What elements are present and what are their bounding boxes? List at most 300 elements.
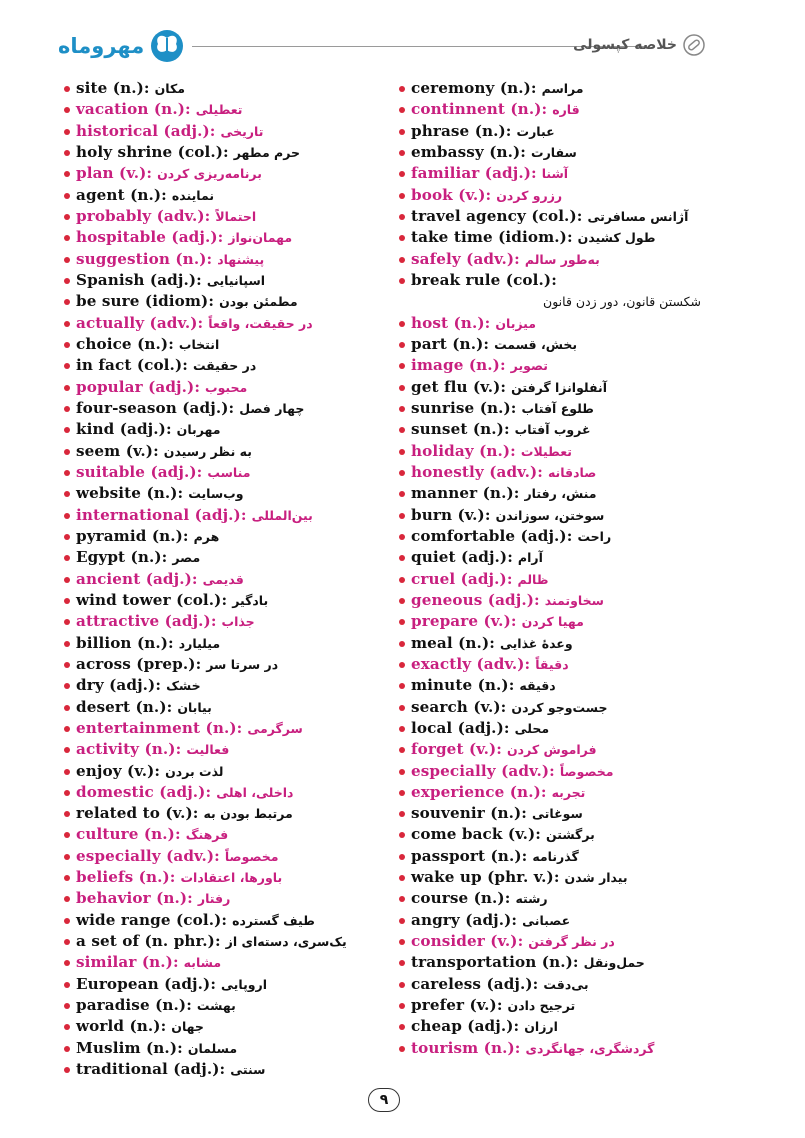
vocab-term: local (adj.): xyxy=(411,718,510,737)
vocab-line xyxy=(76,441,252,462)
vocab-entry xyxy=(399,718,729,739)
vocab-entry xyxy=(64,313,394,334)
vocab-line xyxy=(76,1059,265,1080)
vocab-term: cheap (adj.): xyxy=(411,1017,520,1036)
vocab-entry xyxy=(64,121,394,142)
vocab-term: international (adj.): xyxy=(76,505,247,524)
brand-name: مهروماه xyxy=(58,34,145,58)
vocab-line xyxy=(411,633,573,654)
vocab-line xyxy=(76,931,347,952)
vocab-line xyxy=(76,633,220,654)
vocab-translation: انتخاب xyxy=(178,336,220,352)
vocab-translation: مهیا کردن xyxy=(521,614,584,630)
bullet-icon xyxy=(64,619,70,625)
vocab-entry xyxy=(399,547,729,568)
bullet-icon xyxy=(399,278,405,284)
vocab-entry xyxy=(399,163,729,184)
vocab-entry xyxy=(64,99,394,120)
bullet-icon xyxy=(399,769,405,775)
vocab-term: angry (adj.): xyxy=(411,910,518,929)
vocab-line xyxy=(411,78,584,99)
vocab-term: especially (adv.): xyxy=(76,846,220,865)
vocab-line xyxy=(76,675,201,696)
vocab-term: passport (n.): xyxy=(411,846,528,865)
vocab-translation: فراموش کردن xyxy=(507,742,597,758)
bullet-icon xyxy=(399,1003,405,1009)
vocab-term: search (v.): xyxy=(411,697,507,716)
bullet-icon xyxy=(399,598,405,604)
bullet-icon xyxy=(64,641,70,647)
vocab-entry xyxy=(399,398,729,419)
vocab-line xyxy=(411,761,614,782)
vocab-term: wind tower (col.): xyxy=(76,590,228,609)
vocab-line xyxy=(411,654,569,675)
vocab-term: plan (v.): xyxy=(76,164,153,183)
vocab-term: careless (adj.): xyxy=(411,974,539,993)
vocab-term: sunset (n.): xyxy=(411,420,510,439)
vocab-term: burn (v.): xyxy=(411,505,491,524)
vocab-term: experience (n.): xyxy=(411,782,547,801)
vocab-term: seem (v.): xyxy=(76,441,159,460)
vocab-line xyxy=(76,99,243,120)
vocab-translation: در حقیقت xyxy=(192,358,257,374)
vocab-line xyxy=(411,419,591,440)
bullet-icon xyxy=(399,726,405,732)
vocab-line xyxy=(411,739,597,760)
bullet-icon xyxy=(399,107,405,113)
vocab-entry xyxy=(64,697,394,718)
vocab-line xyxy=(411,505,604,526)
vocab-term: European (adj.): xyxy=(76,974,217,993)
vocab-line xyxy=(76,163,262,184)
vocab-translation: سفارت xyxy=(531,144,577,160)
vocab-term: minute (n.): xyxy=(411,676,515,695)
vocab-entry xyxy=(399,419,729,440)
vocab-line xyxy=(76,121,263,142)
vocab-translation: بین‌المللی xyxy=(251,507,313,523)
vocab-line xyxy=(76,952,221,973)
vocab-entry xyxy=(64,462,394,483)
vocab-term: Muslim (n.): xyxy=(76,1038,183,1057)
vocab-entry xyxy=(64,505,394,526)
bullet-icon xyxy=(399,129,405,135)
vocab-entry xyxy=(399,355,729,376)
vocab-translation: به‌طور سالم xyxy=(524,251,600,267)
vocab-translation: جهان xyxy=(171,1019,204,1035)
vocab-translation: طلوع آفتاب xyxy=(521,400,594,416)
vocab-line xyxy=(411,718,549,739)
page-number: ۹ xyxy=(368,1088,400,1112)
vocab-entry xyxy=(399,675,729,696)
vocab-entry xyxy=(399,633,729,654)
vocab-line xyxy=(411,697,607,718)
vocab-line xyxy=(411,547,543,568)
vocab-line xyxy=(411,611,584,632)
bullet-icon xyxy=(399,619,405,625)
vocab-term: behavior (n.): xyxy=(76,889,193,908)
vocab-term: course (n.): xyxy=(411,889,511,908)
vocab-entry xyxy=(64,569,394,590)
vocab-entry xyxy=(64,483,394,504)
vocab-entry xyxy=(64,419,394,440)
vocab-translation: رشته xyxy=(515,891,548,907)
bullet-icon xyxy=(64,427,70,433)
bullet-icon xyxy=(399,683,405,689)
vocab-line xyxy=(76,867,282,888)
vocab-line xyxy=(411,569,549,590)
vocab-translation: مشابه xyxy=(183,955,222,971)
vocab-term: forget (v.): xyxy=(411,740,503,759)
vocab-term: agent (n.): xyxy=(76,185,167,204)
vocab-term: holiday (n.): xyxy=(411,441,516,460)
vocab-line xyxy=(76,611,255,632)
vocab-entry xyxy=(64,441,394,462)
vocab-term: hospitable (adj.): xyxy=(76,228,224,247)
vocab-term: choice (n.): xyxy=(76,334,174,353)
vocab-translation: قدیمی xyxy=(202,571,244,587)
bullet-icon xyxy=(64,896,70,902)
bullet-icon xyxy=(64,299,70,305)
vocab-translation: عصبانی xyxy=(522,912,571,928)
vocab-term: Spanish (adj.): xyxy=(76,270,202,289)
vocab-term: meal (n.): xyxy=(411,633,495,652)
vocab-line xyxy=(76,313,313,334)
vocab-translation: میزبان xyxy=(495,315,537,331)
vocab-entry xyxy=(64,398,394,419)
vocab-line xyxy=(411,142,577,163)
vocab-line xyxy=(76,270,265,291)
vocab-line xyxy=(411,974,589,995)
vocab-term: familiar (adj.): xyxy=(411,164,537,183)
vocab-translation: صادقانه xyxy=(547,464,597,480)
vocab-term: safely (adv.): xyxy=(411,249,520,268)
vocab-line xyxy=(411,377,607,398)
bullet-icon xyxy=(399,150,405,156)
vocab-term: pyramid (n.): xyxy=(76,526,189,545)
vocab-line xyxy=(76,547,200,568)
vocab-translation: باورها، اعتقادات xyxy=(180,870,283,886)
vocab-line xyxy=(76,974,267,995)
vocab-term: website (n.): xyxy=(76,484,184,503)
vocab-term: probably (adv.): xyxy=(76,206,211,225)
bullet-icon xyxy=(399,896,405,902)
vocab-entry xyxy=(64,995,394,1016)
bullet-icon xyxy=(64,1024,70,1030)
bullet-icon xyxy=(64,385,70,391)
vocab-term: prepare (v.): xyxy=(411,612,517,631)
vocab-translation: مسلمان xyxy=(187,1040,238,1056)
vocab-term: tourism (n.): xyxy=(411,1038,521,1057)
vocab-entry xyxy=(64,547,394,568)
vocab-entry xyxy=(399,803,729,824)
vocab-term: vacation (n.): xyxy=(76,100,191,119)
vocab-entry xyxy=(399,931,729,952)
vocab-translation: مخصوصاً xyxy=(559,763,614,779)
bullet-icon xyxy=(64,107,70,113)
vocab-translation: تاریخی xyxy=(220,123,264,139)
vocab-entry xyxy=(64,142,394,163)
bullet-icon xyxy=(64,726,70,732)
vocab-translation: گذرنامه xyxy=(532,848,579,864)
bullet-icon xyxy=(399,555,405,561)
vocab-entry xyxy=(399,206,729,227)
vocab-entry xyxy=(64,291,394,312)
vocab-translation: مراسم xyxy=(541,81,584,96)
vocab-translation: تصویر xyxy=(510,358,548,374)
bullet-icon xyxy=(399,171,405,177)
vocab-entry xyxy=(399,782,729,803)
vocab-entry xyxy=(399,824,729,845)
bullet-icon xyxy=(64,513,70,519)
bullet-icon xyxy=(64,1046,70,1052)
vocab-line xyxy=(411,867,628,888)
vocab-translation: مناسب xyxy=(207,464,251,480)
vocab-translation: بیدار شدن xyxy=(564,870,628,886)
vocab-translation: بی‌دقت xyxy=(543,976,589,992)
vocab-translation: خشک xyxy=(166,678,201,694)
vocab-translation: سنتی xyxy=(230,1062,266,1078)
bullet-icon xyxy=(64,705,70,711)
vocab-translation: یک‌سری، دسته‌ای از xyxy=(225,934,347,950)
bullet-icon xyxy=(399,321,405,327)
vocab-entry xyxy=(399,654,729,675)
vocab-term: dry (adj.): xyxy=(76,676,162,695)
vocab-line xyxy=(76,1016,204,1037)
vocab-translation: داخلی، اهلی xyxy=(216,784,294,800)
vocab-term: comfortable (adj.): xyxy=(411,526,573,545)
vocab-translation: مصر xyxy=(172,550,201,566)
vocab-entry xyxy=(399,888,729,909)
vocab-line xyxy=(76,483,244,504)
bullet-icon xyxy=(399,577,405,583)
bullet-icon xyxy=(64,1003,70,1009)
vocab-translation: بهشت xyxy=(196,998,236,1014)
vocab-entry xyxy=(64,249,394,270)
vocab-translation: در حقیقت، واقعاً xyxy=(208,315,313,331)
vocab-entry xyxy=(64,952,394,973)
vocab-line xyxy=(76,803,293,824)
vocab-line xyxy=(76,142,300,163)
vocab-translation: شکستن قانون، دور زدن قانون xyxy=(543,294,701,310)
vocab-line xyxy=(411,99,580,120)
butterfly-icon xyxy=(150,29,184,63)
vocab-line xyxy=(76,654,278,675)
vocab-translation: جذاب xyxy=(221,614,255,630)
vocab-translation: لذت بردن xyxy=(165,763,224,779)
vocab-translation: هرم xyxy=(193,528,220,544)
vocab-entry xyxy=(64,910,394,931)
vocab-line xyxy=(76,782,293,803)
vocab-entry xyxy=(399,441,729,462)
vocab-entry xyxy=(399,78,729,99)
vocab-term: paradise (n.): xyxy=(76,996,192,1015)
vocab-line xyxy=(76,227,292,248)
bullet-icon xyxy=(64,406,70,412)
vocab-entry xyxy=(399,1038,729,1059)
vocab-term: consider (v.): xyxy=(411,932,524,951)
bullet-icon xyxy=(64,214,70,220)
vocab-term: phrase (n.): xyxy=(411,121,512,140)
vocab-term: especially (adv.): xyxy=(411,761,555,780)
vocab-entry xyxy=(399,142,729,163)
bullet-icon xyxy=(64,918,70,924)
bullet-icon xyxy=(399,790,405,796)
bullet-icon xyxy=(399,854,405,860)
vocab-line xyxy=(76,569,244,590)
vocab-term: quiet (adj.): xyxy=(411,548,513,567)
bullet-icon xyxy=(64,86,70,92)
vocab-line xyxy=(411,526,611,547)
vocab-line xyxy=(411,675,556,696)
bullet-icon xyxy=(64,577,70,583)
vocab-translation: نماینده xyxy=(171,187,215,203)
vocab-term: desert (n.): xyxy=(76,697,173,716)
vocab-term: image (n.): xyxy=(411,356,506,375)
vocab-translation: جست‌وجو کردن xyxy=(511,699,608,715)
vocab-translation: سرگرمی xyxy=(247,720,303,736)
vocab-term: across (prep.): xyxy=(76,654,202,673)
vocab-term: related to (v.): xyxy=(76,804,199,823)
vocab-translation: دقیقاً xyxy=(535,656,569,672)
vocab-entry xyxy=(399,99,729,120)
vocab-line xyxy=(76,824,228,845)
bullet-icon xyxy=(64,470,70,476)
bullet-icon xyxy=(399,705,405,711)
vocab-translation: در نظر گرفتن xyxy=(528,934,615,950)
vocab-term: souvenir (n.): xyxy=(411,804,528,823)
vocab-line xyxy=(76,334,219,355)
vocab-term: ceremony (n.): xyxy=(411,79,537,97)
vocab-line xyxy=(76,995,236,1016)
vocab-translation: غروب آفتاب xyxy=(514,422,591,438)
vocab-translation: حمل‌ونقل xyxy=(583,955,645,971)
vocab-line xyxy=(411,824,595,845)
vocab-entry xyxy=(399,483,729,504)
vocab-entry xyxy=(64,334,394,355)
bullet-icon xyxy=(399,662,405,668)
bullet-icon xyxy=(399,513,405,519)
vocab-translation: تجربه xyxy=(551,784,586,800)
vocab-entry xyxy=(399,867,729,888)
vocab-line xyxy=(411,441,572,462)
brand xyxy=(58,28,184,64)
bullet-icon xyxy=(64,321,70,327)
vocab-entry xyxy=(64,931,394,952)
vocab-line xyxy=(76,846,279,867)
vocab-translation: ترجیح دادن xyxy=(507,998,576,1014)
vocab-translation: تعطیلی xyxy=(195,102,243,118)
vocab-term: entertainment (n.): xyxy=(76,718,243,737)
vocab-line xyxy=(411,803,583,824)
vocab-line xyxy=(411,1016,558,1037)
vocab-translation: فرهنگ xyxy=(185,827,229,843)
vocab-entry xyxy=(64,675,394,696)
vocab-term: host (n.): xyxy=(411,313,491,332)
bullet-icon xyxy=(64,449,70,455)
vocab-entry xyxy=(64,654,394,675)
vocab-term: take time (idiom.): xyxy=(411,228,573,247)
vocab-line xyxy=(76,739,229,760)
bullet-icon xyxy=(399,811,405,817)
vocab-entry xyxy=(399,334,729,355)
vocab-line xyxy=(411,590,604,611)
vocab-line xyxy=(76,419,221,440)
bullet-icon xyxy=(399,86,405,92)
vocab-entry xyxy=(399,1016,729,1037)
vocab-line xyxy=(76,78,185,99)
vocab-translation: رفتار xyxy=(197,891,231,907)
vocab-entry xyxy=(64,1059,394,1080)
vocabulary-list-left xyxy=(64,78,394,1080)
vocab-line xyxy=(411,398,594,419)
bullet-icon xyxy=(399,960,405,966)
vocab-entry xyxy=(64,633,394,654)
vocab-line xyxy=(76,1038,237,1059)
vocab-entry xyxy=(399,227,729,248)
vocab-translation: آژانس مسافرتی xyxy=(587,208,689,224)
vocab-term: honestly (adv.): xyxy=(411,462,543,481)
vocab-translation: تعطیلات xyxy=(520,443,572,459)
vocab-term: part (n.): xyxy=(411,334,490,353)
vocab-translation: سوغاتی xyxy=(532,806,583,822)
vocab-line xyxy=(411,334,577,355)
vocab-line xyxy=(411,249,600,270)
vocab-entry xyxy=(399,761,729,782)
bullet-icon xyxy=(64,769,70,775)
vocab-translation: ظالم xyxy=(517,571,549,587)
vocab-term: manner (n.): xyxy=(411,484,520,503)
bullet-icon xyxy=(64,555,70,561)
vocab-translation: در سرتا سر xyxy=(206,656,279,672)
bullet-icon xyxy=(64,129,70,135)
vocab-line xyxy=(76,462,250,483)
vocab-entry xyxy=(64,590,394,611)
vocab-term: book (v.): xyxy=(411,185,492,204)
bullet-icon xyxy=(399,193,405,199)
vocab-term: world (n.): xyxy=(76,1017,167,1036)
bullet-icon xyxy=(64,491,70,497)
vocab-line xyxy=(411,227,655,248)
vocab-line xyxy=(411,952,645,973)
bullet-icon xyxy=(399,982,405,988)
vocab-entry xyxy=(64,803,394,824)
vocab-line xyxy=(76,206,256,227)
vocab-translation: اروپایی xyxy=(221,976,268,992)
vocab-translation: آنفلوانزا گرفتن xyxy=(511,379,607,395)
vocab-entry xyxy=(399,995,729,1016)
vocab-entry xyxy=(64,206,394,227)
vocab-line xyxy=(76,910,315,931)
bullet-icon xyxy=(64,683,70,689)
vocab-translation: مطمئن بودن xyxy=(219,294,298,310)
bullet-icon xyxy=(399,342,405,348)
vocab-term: transportation (n.): xyxy=(411,953,579,972)
vocab-term: ancient (adj.): xyxy=(76,569,198,588)
vocab-entry xyxy=(399,846,729,867)
vocab-term: four-season (adj.): xyxy=(76,398,235,417)
bullet-icon xyxy=(399,747,405,753)
vocab-translation: طول کشیدن xyxy=(577,230,656,246)
vocab-translation: میلیارد xyxy=(178,635,221,651)
vocab-translation: وب‌سایت xyxy=(188,486,244,502)
vocab-term: exactly (adv.): xyxy=(411,654,531,673)
bullet-icon xyxy=(399,491,405,497)
vocab-line xyxy=(411,355,548,376)
vocab-translation: مخصوصاً xyxy=(224,848,279,864)
vocab-entry xyxy=(64,163,394,184)
bullet-icon xyxy=(399,235,405,241)
bullet-icon xyxy=(399,832,405,838)
